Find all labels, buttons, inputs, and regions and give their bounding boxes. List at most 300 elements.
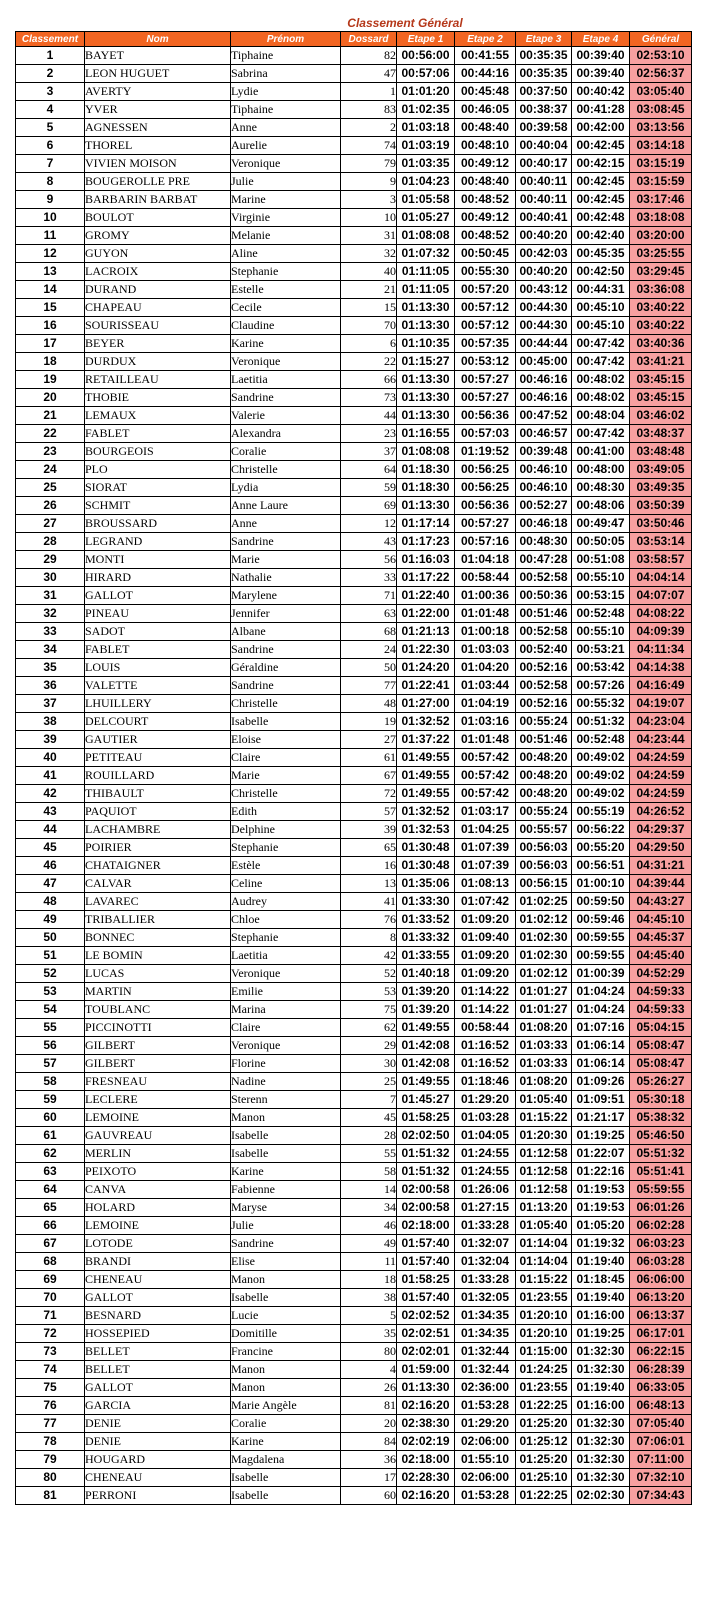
etape-4-cell: 00:49:02 xyxy=(572,749,630,767)
etape-3-cell: 01:08:20 xyxy=(516,1073,572,1091)
dossard-cell: 61 xyxy=(341,749,397,767)
etape-1-cell: 01:05:27 xyxy=(397,209,455,227)
rank-cell: 67 xyxy=(16,1235,85,1253)
prenom-cell: Isabelle xyxy=(231,1469,341,1487)
etape-4-cell: 00:59:55 xyxy=(572,929,630,947)
etape-1-cell: 01:57:40 xyxy=(397,1253,455,1271)
prenom-cell: Karine xyxy=(231,335,341,353)
etape-1-cell: 02:02:52 xyxy=(397,1307,455,1325)
general-time-cell: 06:03:28 xyxy=(630,1253,692,1271)
dossard-cell: 81 xyxy=(341,1397,397,1415)
rank-cell: 10 xyxy=(16,209,85,227)
nom-cell: DELCOURT xyxy=(85,713,231,731)
etape-3-cell: 00:47:28 xyxy=(516,551,572,569)
etape-2-cell: 00:48:10 xyxy=(455,137,516,155)
etape-3-cell: 01:24:25 xyxy=(516,1361,572,1379)
general-time-cell: 04:39:44 xyxy=(630,875,692,893)
etape-2-cell: 01:14:22 xyxy=(455,983,516,1001)
etape-3-cell: 01:03:33 xyxy=(516,1055,572,1073)
rank-cell: 8 xyxy=(16,173,85,191)
rank-cell: 1 xyxy=(16,47,85,65)
header-row xyxy=(16,32,692,47)
dossard-cell: 70 xyxy=(341,317,397,335)
prenom-cell: Veronique xyxy=(231,1037,341,1055)
general-time-cell: 03:08:45 xyxy=(630,101,692,119)
etape-3-cell: 01:14:04 xyxy=(516,1253,572,1271)
table-row xyxy=(16,1127,692,1145)
etape-1-cell: 01:49:55 xyxy=(397,785,455,803)
nom-cell: CANVA xyxy=(85,1181,231,1199)
rank-cell: 73 xyxy=(16,1343,85,1361)
general-time-cell: 04:45:10 xyxy=(630,911,692,929)
nom-cell: GALLOT xyxy=(85,1289,231,1307)
etape-4-cell: 01:16:00 xyxy=(572,1397,630,1415)
etape-4-cell: 01:00:39 xyxy=(572,965,630,983)
nom-cell: BAYET xyxy=(85,47,231,65)
etape-2-cell: 00:57:42 xyxy=(455,767,516,785)
rank-cell: 31 xyxy=(16,587,85,605)
rank-cell: 79 xyxy=(16,1451,85,1469)
etape-3-cell: 00:40:17 xyxy=(516,155,572,173)
dossard-cell: 83 xyxy=(341,101,397,119)
prenom-cell: Lydie xyxy=(231,83,341,101)
etape-2-cell: 01:01:48 xyxy=(455,731,516,749)
etape-1-cell: 01:49:55 xyxy=(397,749,455,767)
prenom-cell: Karine xyxy=(231,1163,341,1181)
etape-1-cell: 01:13:30 xyxy=(397,1379,455,1397)
etape-2-cell: 01:03:44 xyxy=(455,677,516,695)
etape-1-cell: 02:00:58 xyxy=(397,1199,455,1217)
etape-1-cell: 02:16:20 xyxy=(397,1487,455,1505)
etape-4-cell: 00:48:30 xyxy=(572,479,630,497)
nom-cell: SIORAT xyxy=(85,479,231,497)
etape-1-cell: 02:38:30 xyxy=(397,1415,455,1433)
rank-cell: 5 xyxy=(16,119,85,137)
etape-1-cell: 01:32:53 xyxy=(397,821,455,839)
general-time-cell: 03:45:15 xyxy=(630,389,692,407)
prenom-cell: Stephanie xyxy=(231,263,341,281)
general-time-cell: 04:23:44 xyxy=(630,731,692,749)
dossard-cell: 37 xyxy=(341,443,397,461)
etape-4-cell: 00:55:10 xyxy=(572,569,630,587)
general-time-cell: 03:14:18 xyxy=(630,137,692,155)
etape-4-cell: 00:48:02 xyxy=(572,389,630,407)
nom-cell: LACROIX xyxy=(85,263,231,281)
nom-cell: PLO xyxy=(85,461,231,479)
prenom-cell: Delphine xyxy=(231,821,341,839)
etape-1-cell: 01:57:40 xyxy=(397,1235,455,1253)
prenom-cell: Stephanie xyxy=(231,929,341,947)
prenom-cell: Christelle xyxy=(231,461,341,479)
etape-1-cell: 01:57:40 xyxy=(397,1289,455,1307)
etape-4-cell: 00:49:02 xyxy=(572,767,630,785)
table-row xyxy=(16,1055,692,1073)
nom-cell: FABLET xyxy=(85,425,231,443)
rank-cell: 59 xyxy=(16,1091,85,1109)
etape-2-cell: 01:53:28 xyxy=(455,1487,516,1505)
etape-3-cell: 00:52:27 xyxy=(516,497,572,515)
etape-4-cell: 02:02:30 xyxy=(572,1487,630,1505)
etape-2-cell: 00:57:03 xyxy=(455,425,516,443)
prenom-cell: Chloe xyxy=(231,911,341,929)
nom-cell: SCHMIT xyxy=(85,497,231,515)
etape-3-cell: 00:40:20 xyxy=(516,227,572,245)
etape-1-cell: 01:04:23 xyxy=(397,173,455,191)
table-row xyxy=(16,875,692,893)
etape-1-cell: 01:10:35 xyxy=(397,335,455,353)
prenom-cell: Veronique xyxy=(231,155,341,173)
table-row xyxy=(16,1109,692,1127)
etape-4-cell: 00:55:20 xyxy=(572,839,630,857)
table-row xyxy=(16,65,692,83)
etape-4-cell: 00:47:42 xyxy=(572,425,630,443)
table-row xyxy=(16,1307,692,1325)
etape-2-cell: 00:46:05 xyxy=(455,101,516,119)
etape-3-cell: 01:20:30 xyxy=(516,1127,572,1145)
dossard-cell: 1 xyxy=(341,83,397,101)
dossard-cell: 33 xyxy=(341,569,397,587)
etape-3-cell: 00:40:04 xyxy=(516,137,572,155)
table-row xyxy=(16,407,692,425)
results-body xyxy=(16,47,692,1505)
nom-cell: DURDUX xyxy=(85,353,231,371)
nom-cell: SOURISSEAU xyxy=(85,317,231,335)
table-row xyxy=(16,263,692,281)
nom-cell: GARCIA xyxy=(85,1397,231,1415)
dossard-cell: 25 xyxy=(341,1073,397,1091)
nom-cell: LOTODE xyxy=(85,1235,231,1253)
general-time-cell: 03:58:57 xyxy=(630,551,692,569)
etape-2-cell: 01:19:52 xyxy=(455,443,516,461)
general-time-cell: 05:04:15 xyxy=(630,1019,692,1037)
etape-4-cell: 00:41:28 xyxy=(572,101,630,119)
rank-cell: 2 xyxy=(16,65,85,83)
etape-4-cell: 00:42:00 xyxy=(572,119,630,137)
rank-cell: 18 xyxy=(16,353,85,371)
general-time-cell: 06:13:37 xyxy=(630,1307,692,1325)
dossard-cell: 80 xyxy=(341,1343,397,1361)
table-row xyxy=(16,83,692,101)
etape-4-cell: 01:19:32 xyxy=(572,1235,630,1253)
etape-3-cell: 00:39:58 xyxy=(516,119,572,137)
general-time-cell: 04:24:59 xyxy=(630,749,692,767)
general-time-cell: 06:22:15 xyxy=(630,1343,692,1361)
prenom-cell: Julie xyxy=(231,1217,341,1235)
dossard-cell: 69 xyxy=(341,497,397,515)
etape-4-cell: 01:18:45 xyxy=(572,1271,630,1289)
etape-1-cell: 01:22:40 xyxy=(397,587,455,605)
dossard-cell: 59 xyxy=(341,479,397,497)
etape-4-cell: 00:53:42 xyxy=(572,659,630,677)
prenom-cell: Sandrine xyxy=(231,641,341,659)
etape-2-cell: 00:49:12 xyxy=(455,155,516,173)
nom-cell: CALVAR xyxy=(85,875,231,893)
etape-3-cell: 01:02:12 xyxy=(516,965,572,983)
etape-3-cell: 00:35:35 xyxy=(516,47,572,65)
rank-cell: 54 xyxy=(16,1001,85,1019)
etape-2-cell: 01:03:03 xyxy=(455,641,516,659)
rank-cell: 28 xyxy=(16,533,85,551)
etape-4-cell: 00:42:48 xyxy=(572,209,630,227)
etape-1-cell: 01:16:55 xyxy=(397,425,455,443)
dossard-cell: 64 xyxy=(341,461,397,479)
etape-2-cell: 00:57:12 xyxy=(455,299,516,317)
general-time-cell: 05:26:27 xyxy=(630,1073,692,1091)
etape-4-cell: 01:21:17 xyxy=(572,1109,630,1127)
rank-cell: 4 xyxy=(16,101,85,119)
general-time-cell: 03:15:19 xyxy=(630,155,692,173)
etape-4-cell: 01:16:00 xyxy=(572,1307,630,1325)
general-time-cell: 05:08:47 xyxy=(630,1055,692,1073)
dossard-cell: 77 xyxy=(341,677,397,695)
general-time-cell: 03:53:14 xyxy=(630,533,692,551)
nom-cell: LAVAREC xyxy=(85,893,231,911)
prenom-cell: Isabelle xyxy=(231,1487,341,1505)
etape-3-cell: 01:12:58 xyxy=(516,1181,572,1199)
etape-1-cell: 01:13:30 xyxy=(397,389,455,407)
etape-4-cell: 00:39:40 xyxy=(572,47,630,65)
etape-4-cell: 01:19:40 xyxy=(572,1379,630,1397)
table-row xyxy=(16,1217,692,1235)
table-row xyxy=(16,929,692,947)
etape-2-cell: 01:03:28 xyxy=(455,1109,516,1127)
etape-1-cell: 01:03:19 xyxy=(397,137,455,155)
etape-1-cell: 01:22:00 xyxy=(397,605,455,623)
table-row xyxy=(16,605,692,623)
general-time-cell: 05:08:47 xyxy=(630,1037,692,1055)
etape-1-cell: 01:17:22 xyxy=(397,569,455,587)
etape-4-cell: 01:05:20 xyxy=(572,1217,630,1235)
general-time-cell: 07:34:43 xyxy=(630,1487,692,1505)
etape-3-cell: 01:13:20 xyxy=(516,1199,572,1217)
nom-cell: BOURGEOIS xyxy=(85,443,231,461)
etape-4-cell: 00:53:21 xyxy=(572,641,630,659)
rank-cell: 81 xyxy=(16,1487,85,1505)
rank-cell: 9 xyxy=(16,191,85,209)
dossard-cell: 52 xyxy=(341,965,397,983)
table-row xyxy=(16,371,692,389)
etape-1-cell: 00:57:06 xyxy=(397,65,455,83)
prenom-cell: Maryse xyxy=(231,1199,341,1217)
header-nom: Nom xyxy=(85,32,231,47)
etape-4-cell: 01:32:30 xyxy=(572,1343,630,1361)
nom-cell: BROUSSARD xyxy=(85,515,231,533)
prenom-cell: Fabienne xyxy=(231,1181,341,1199)
general-time-cell: 03:49:05 xyxy=(630,461,692,479)
rank-cell: 33 xyxy=(16,623,85,641)
dossard-cell: 19 xyxy=(341,713,397,731)
dossard-cell: 47 xyxy=(341,65,397,83)
etape-1-cell: 01:39:20 xyxy=(397,1001,455,1019)
dossard-cell: 49 xyxy=(341,1235,397,1253)
rank-cell: 16 xyxy=(16,317,85,335)
nom-cell: LOUIS xyxy=(85,659,231,677)
prenom-cell: Marie xyxy=(231,767,341,785)
etape-2-cell: 01:55:10 xyxy=(455,1451,516,1469)
table-row xyxy=(16,1073,692,1091)
etape-2-cell: 01:07:42 xyxy=(455,893,516,911)
etape-4-cell: 01:19:25 xyxy=(572,1325,630,1343)
etape-4-cell: 00:44:31 xyxy=(572,281,630,299)
etape-2-cell: 01:04:25 xyxy=(455,821,516,839)
dossard-cell: 5 xyxy=(341,1307,397,1325)
etape-4-cell: 00:59:50 xyxy=(572,893,630,911)
etape-2-cell: 01:53:28 xyxy=(455,1397,516,1415)
nom-cell: THOREL xyxy=(85,137,231,155)
etape-4-cell: 00:57:26 xyxy=(572,677,630,695)
prenom-cell: Marylene xyxy=(231,587,341,605)
nom-cell: GROMY xyxy=(85,227,231,245)
etape-2-cell: 00:41:55 xyxy=(455,47,516,65)
nom-cell: CHENEAU xyxy=(85,1469,231,1487)
general-time-cell: 03:40:22 xyxy=(630,299,692,317)
rank-cell: 56 xyxy=(16,1037,85,1055)
header-prenom: Prénom xyxy=(231,32,341,47)
general-time-cell: 04:45:37 xyxy=(630,929,692,947)
etape-2-cell: 01:09:20 xyxy=(455,911,516,929)
etape-4-cell: 00:39:40 xyxy=(572,65,630,83)
general-time-cell: 04:24:59 xyxy=(630,767,692,785)
nom-cell: LEMOINE xyxy=(85,1109,231,1127)
general-time-cell: 06:28:39 xyxy=(630,1361,692,1379)
etape-4-cell: 01:32:30 xyxy=(572,1433,630,1451)
dossard-cell: 36 xyxy=(341,1451,397,1469)
dossard-cell: 76 xyxy=(341,911,397,929)
nom-cell: LE BOMIN xyxy=(85,947,231,965)
table-row xyxy=(16,569,692,587)
general-time-cell: 06:06:00 xyxy=(630,1271,692,1289)
nom-cell: MERLIN xyxy=(85,1145,231,1163)
rank-cell: 21 xyxy=(16,407,85,425)
dossard-cell: 34 xyxy=(341,1199,397,1217)
dossard-cell: 24 xyxy=(341,641,397,659)
table-row xyxy=(16,209,692,227)
etape-3-cell: 00:46:10 xyxy=(516,461,572,479)
table-row xyxy=(16,101,692,119)
dossard-cell: 7 xyxy=(341,1091,397,1109)
general-time-cell: 03:45:15 xyxy=(630,371,692,389)
etape-1-cell: 01:37:22 xyxy=(397,731,455,749)
dossard-cell: 42 xyxy=(341,947,397,965)
general-time-cell: 03:40:22 xyxy=(630,317,692,335)
general-time-cell: 06:17:01 xyxy=(630,1325,692,1343)
nom-cell: FRESNEAU xyxy=(85,1073,231,1091)
etape-3-cell: 00:44:44 xyxy=(516,335,572,353)
etape-4-cell: 01:00:10 xyxy=(572,875,630,893)
dossard-cell: 18 xyxy=(341,1271,397,1289)
etape-4-cell: 00:42:50 xyxy=(572,263,630,281)
prenom-cell: Coralie xyxy=(231,1415,341,1433)
general-time-cell: 03:17:46 xyxy=(630,191,692,209)
rank-cell: 35 xyxy=(16,659,85,677)
rank-cell: 47 xyxy=(16,875,85,893)
table-row xyxy=(16,245,692,263)
etape-1-cell: 00:56:00 xyxy=(397,47,455,65)
etape-2-cell: 00:58:44 xyxy=(455,569,516,587)
etape-4-cell: 01:19:53 xyxy=(572,1181,630,1199)
etape-1-cell: 01:18:30 xyxy=(397,479,455,497)
prenom-cell: Eloise xyxy=(231,731,341,749)
rank-cell: 63 xyxy=(16,1163,85,1181)
general-time-cell: 04:16:49 xyxy=(630,677,692,695)
etape-1-cell: 01:33:55 xyxy=(397,947,455,965)
nom-cell: BELLET xyxy=(85,1343,231,1361)
etape-4-cell: 00:56:22 xyxy=(572,821,630,839)
etape-4-cell: 00:42:15 xyxy=(572,155,630,173)
rank-cell: 37 xyxy=(16,695,85,713)
rank-cell: 80 xyxy=(16,1469,85,1487)
rank-cell: 15 xyxy=(16,299,85,317)
dossard-cell: 65 xyxy=(341,839,397,857)
etape-2-cell: 01:32:04 xyxy=(455,1253,516,1271)
etape-4-cell: 01:06:14 xyxy=(572,1037,630,1055)
table-row xyxy=(16,1397,692,1415)
dossard-cell: 41 xyxy=(341,893,397,911)
rank-cell: 22 xyxy=(16,425,85,443)
nom-cell: PAQUIOT xyxy=(85,803,231,821)
table-row xyxy=(16,1199,692,1217)
general-time-cell: 03:36:08 xyxy=(630,281,692,299)
nom-cell: LEON HUGUET xyxy=(85,65,231,83)
dossard-cell: 68 xyxy=(341,623,397,641)
rank-cell: 60 xyxy=(16,1109,85,1127)
table-row xyxy=(16,1469,692,1487)
rank-cell: 41 xyxy=(16,767,85,785)
rank-cell: 65 xyxy=(16,1199,85,1217)
rank-cell: 20 xyxy=(16,389,85,407)
prenom-cell: Marie Angèle xyxy=(231,1397,341,1415)
dossard-cell: 63 xyxy=(341,605,397,623)
general-time-cell: 03:50:39 xyxy=(630,497,692,515)
etape-2-cell: 00:57:27 xyxy=(455,515,516,533)
etape-1-cell: 01:32:52 xyxy=(397,803,455,821)
nom-cell: THIBAULT xyxy=(85,785,231,803)
etape-3-cell: 00:52:58 xyxy=(516,677,572,695)
table-row xyxy=(16,353,692,371)
prenom-cell: Claire xyxy=(231,1019,341,1037)
etape-2-cell: 00:48:52 xyxy=(455,227,516,245)
etape-3-cell: 00:48:20 xyxy=(516,767,572,785)
etape-2-cell: 01:24:55 xyxy=(455,1163,516,1181)
etape-1-cell: 01:42:08 xyxy=(397,1055,455,1073)
table-row xyxy=(16,1361,692,1379)
etape-1-cell: 01:35:06 xyxy=(397,875,455,893)
etape-1-cell: 01:13:30 xyxy=(397,371,455,389)
table-row xyxy=(16,947,692,965)
etape-1-cell: 02:02:19 xyxy=(397,1433,455,1451)
table-row xyxy=(16,1325,692,1343)
table-row xyxy=(16,461,692,479)
dossard-cell: 66 xyxy=(341,371,397,389)
etape-2-cell: 00:57:27 xyxy=(455,371,516,389)
etape-1-cell: 01:05:58 xyxy=(397,191,455,209)
etape-3-cell: 01:03:33 xyxy=(516,1037,572,1055)
table-row xyxy=(16,137,692,155)
etape-4-cell: 01:19:53 xyxy=(572,1199,630,1217)
prenom-cell: Géraldine xyxy=(231,659,341,677)
etape-3-cell: 01:15:22 xyxy=(516,1109,572,1127)
nom-cell: LHUILLERY xyxy=(85,695,231,713)
etape-3-cell: 01:25:10 xyxy=(516,1469,572,1487)
table-row xyxy=(16,1001,692,1019)
dossard-cell: 13 xyxy=(341,875,397,893)
etape-2-cell: 01:27:15 xyxy=(455,1199,516,1217)
etape-3-cell: 01:05:40 xyxy=(516,1217,572,1235)
etape-2-cell: 01:08:13 xyxy=(455,875,516,893)
etape-4-cell: 01:07:16 xyxy=(572,1019,630,1037)
header-classement: Classement xyxy=(16,32,85,47)
prenom-cell: Isabelle xyxy=(231,1289,341,1307)
